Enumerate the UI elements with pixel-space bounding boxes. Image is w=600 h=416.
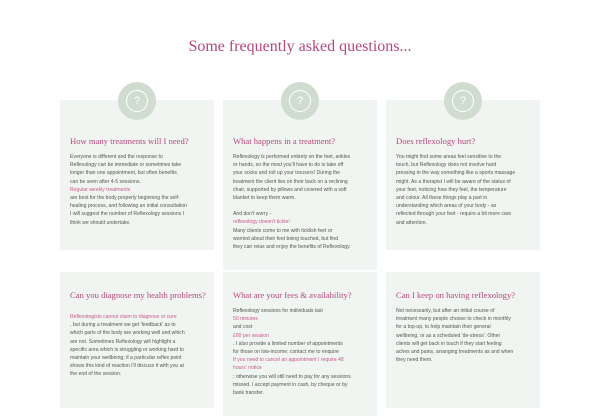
faq-answer <box>70 153 208 227</box>
answer-line: are not. Sometimes Reflexology will highlight a <box>70 338 176 345</box>
faq-card-treatment-process <box>223 95 377 270</box>
faq-card-fees <box>223 272 377 416</box>
faq-card-diagnose <box>60 272 214 408</box>
answer-line: wellbeing, or as a scheduled 'de-stress'. Other <box>396 332 501 339</box>
answer-line: think we should undertake. <box>70 219 131 226</box>
answer-line: healing process, and following an initial consultation <box>70 203 187 210</box>
answer-line: bank transfer. <box>233 390 264 397</box>
answer-line: your socks and roll up your trousers! During the <box>233 170 341 177</box>
faq-answer <box>233 307 371 397</box>
faq-answer <box>396 307 534 364</box>
answer-line: Not necessarily, but after an initial course of <box>396 308 495 314</box>
answer-line: are best for the body properly beginning the self- <box>70 195 180 202</box>
answer-line: touch, but Reflexology does not involve hard <box>396 162 497 169</box>
answer-line: missed. I accept payment in cash, by cheque or by <box>233 381 348 388</box>
answer-line: aches and pains, arranging treatments as and when <box>396 349 514 356</box>
faq-question: What happens in a treatment? <box>233 136 336 146</box>
faq-card-hurt <box>386 95 540 250</box>
faq-card-keep-having <box>386 272 540 408</box>
answer-line: clients will get back in touch if they start feeling <box>396 340 502 347</box>
answer-highlight: hours' notice <box>233 365 262 372</box>
answer-highlight: £60 per session <box>233 332 269 339</box>
answer-line: . I also provide a limited number of appointments <box>233 340 343 347</box>
answer-highlight: If you need to cancel an appointment I require 48 <box>233 357 344 364</box>
faq-question: Does reflexology hurt? <box>396 136 476 146</box>
answer-line: And don't worry - <box>233 211 272 218</box>
answer-line: shows this kind of reaction I'll discuss it with you at <box>70 363 184 370</box>
answer-line: for a top-up, to help maintain their general <box>396 324 491 331</box>
answer-line: worried about their feet being touched, but find <box>233 235 339 242</box>
answer-line: blanket to keep them warm. <box>233 195 296 202</box>
answer-line: , but during a treatment we get 'feedback' as to <box>70 322 176 329</box>
faq-question: What are your fees & availability? <box>233 290 352 300</box>
question-mark-icon: ? <box>289 90 311 112</box>
answer-line: or hands, so the most you'll have to do is take off <box>233 162 344 169</box>
answer-highlight: 50 minutes <box>233 316 258 323</box>
answer-line: can be seen after 4-5 sessions. <box>70 178 141 185</box>
answer-line: they need them. <box>396 357 433 364</box>
answer-line: Reflexology can be immediate or sometimes take <box>70 162 182 169</box>
page-title: Some frequently asked questions... <box>188 38 412 55</box>
answer-line: You might find some areas feel sensitive to the <box>396 154 502 160</box>
answer-line: for those on low-income; contact me to enquire <box>233 349 339 356</box>
answer-line: Reflexology is performed entirely on the feet, ankles <box>233 154 351 160</box>
answer-line: Many clients come to me with ticklish feet or <box>233 227 333 234</box>
answer-line: ; otherwise you will still need to pay for any sessions <box>233 373 351 380</box>
faq-answer <box>396 153 534 227</box>
question-mark-icon: ? <box>452 90 474 112</box>
faq-answer <box>70 313 208 379</box>
answer-line: specific area which is struggling or working hard to <box>70 346 184 353</box>
answer-line: which parts of the body are working well and which <box>70 330 185 337</box>
answer-line: treatment the client lies on their back on a reclining <box>233 178 348 185</box>
faq-card-treatments <box>60 95 214 250</box>
answer-line: the end of the session. <box>70 371 122 378</box>
faq-question: Can I keep on having reflexology? <box>396 290 516 300</box>
answer-line: Everyone is different and the response to <box>70 154 163 160</box>
answer-highlight: Reflexologists cannot claim to diagnose or cure <box>70 314 177 320</box>
question-badge <box>118 82 156 120</box>
answer-line: and colour. All these things play a part in <box>396 195 488 202</box>
faq-question: How many treatments will I need? <box>70 136 189 146</box>
answer-line: I will suggest the number of Reflexology sessions I <box>70 211 185 218</box>
answer-line: Reflexology sessions for individuals last <box>233 308 323 314</box>
faq-question: Can you diagnose my health problems? <box>70 290 206 300</box>
question-badge <box>444 82 482 120</box>
answer-highlight: reflexology doesn't tickle! <box>233 219 290 226</box>
answer-line: understanding which areas of your body - as <box>396 203 497 210</box>
answer-line <box>233 202 371 210</box>
question-badge <box>281 82 319 120</box>
answer-highlight: Regular weekly treatments <box>70 186 131 193</box>
answer-line: and cost <box>233 324 253 331</box>
answer-line: treatment many people choose to check in monthly <box>396 316 511 323</box>
answer-line: chair, supported by pillows and covered with a soft <box>233 186 347 193</box>
answer-line: reflected through your feet - require a bit more care <box>396 211 512 218</box>
faq-answer <box>233 153 371 251</box>
answer-line: pressing in the way something like a sports massage <box>396 170 516 177</box>
answer-line: and attention. <box>396 219 427 226</box>
answer-line: might. As a therapist I will be aware of the status of <box>396 178 511 185</box>
question-mark-icon: ? <box>126 90 148 112</box>
answer-line: maintain your wellbeing; if a particular reflex point <box>70 355 182 362</box>
answer-line: they can relax and enjoy the benefits of Reflexology. <box>233 244 351 251</box>
answer-line: your feet, noticing how they feel, the temperature <box>396 186 507 193</box>
answer-line: longer than one appointment, but often benefits <box>70 170 177 177</box>
